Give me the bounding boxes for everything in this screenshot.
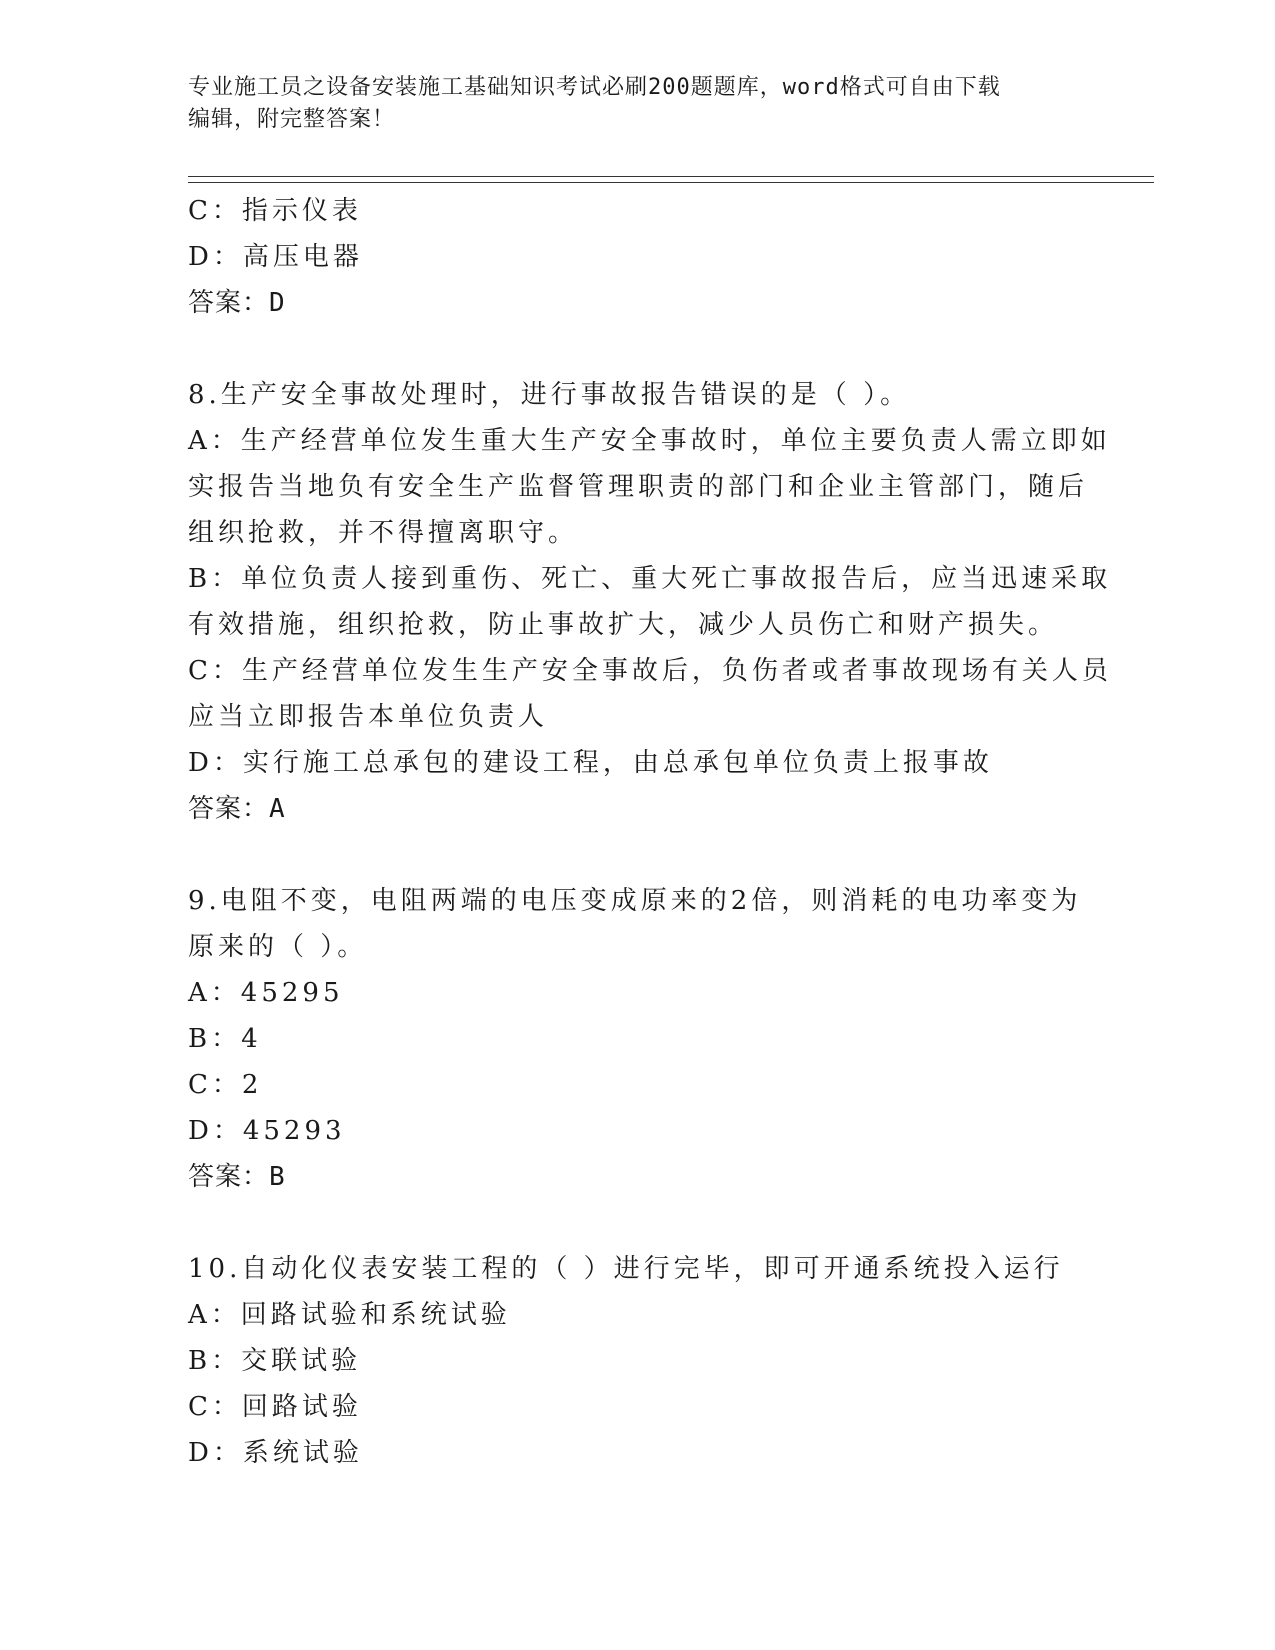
q10-option-b: B：交联试验 (188, 1346, 362, 1376)
q10-stem: 10.自动化仪表安装工程的（ ）进行完毕，即可开通系统投入运行 (188, 1254, 1064, 1284)
q9-option-a: A：45295 (188, 978, 344, 1008)
q8-answer: 答案：A (188, 794, 286, 824)
q7-option-c: C：指示仪表 (188, 196, 362, 226)
q10-option-c: C：回路试验 (188, 1392, 362, 1422)
q8-stem: 8.生产安全事故处理时，进行事故报告错误的是（ ）。 (188, 380, 911, 410)
q9-option-d: D：45293 (188, 1116, 346, 1146)
q8-option-b-line-2: 有效措施，组织抢救，防止事故扩大，减少人员伤亡和财产损失。 (188, 610, 1059, 640)
q7-option-d: D：高压电器 (188, 242, 363, 272)
document-header (188, 72, 1088, 136)
question-7 (188, 188, 1088, 326)
spacer (188, 1200, 1088, 1246)
q8-option-c-line-2: 应当立即报告本单位负责人 (188, 702, 549, 732)
header-line-2: 编辑，附完整答案！ (188, 107, 396, 132)
question-list (188, 188, 1112, 1476)
q9-answer: 答案：B (188, 1162, 286, 1192)
q8-option-d: D：实行施工总承包的建设工程，由总承包单位负责上报事故 (188, 748, 993, 778)
q10-option-d: D：系统试验 (188, 1438, 363, 1468)
spacer (188, 326, 1088, 372)
question-8 (188, 372, 1112, 832)
q9-stem-line-1: 9.电阻不变，电阻两端的电压变成原来的2倍，则消耗的电功率变为 (188, 886, 1082, 916)
q8-option-a-line-1: A：生产经营单位发生重大生产安全事故时，单位主要负责人需立即如 (188, 426, 1111, 456)
header-divider-bottom (188, 182, 1154, 183)
question-10 (188, 1246, 1088, 1476)
q8-option-c-line-1: C：生产经营单位发生生产安全事故后，负伤者或者事故现场有关人员 (188, 656, 1112, 686)
q8-option-a-line-3: 组织抢救，并不得擅离职守。 (188, 518, 579, 548)
q9-stem-line-2: 原来的（ ）。 (188, 932, 368, 962)
q9-option-b: B：4 (188, 1024, 262, 1054)
spacer (188, 832, 1088, 878)
q9-option-c: C：2 (188, 1070, 263, 1100)
q10-option-a: A：回路试验和系统试验 (188, 1300, 511, 1330)
q7-answer: 答案：D (188, 288, 286, 318)
header-line-1: 专业施工员之设备安装施工基础知识考试必刷200题题库，word格式可自由下载 (188, 75, 1001, 100)
q8-option-a-line-2: 实报告当地负有安全生产监督管理职责的部门和企业主管部门，随后 (188, 472, 1089, 502)
q8-option-b-line-1: B：单位负责人接到重伤、死亡、重大死亡事故报告后，应当迅速采取 (188, 564, 1112, 594)
question-9 (188, 878, 1088, 1200)
header-divider-top (188, 176, 1154, 177)
